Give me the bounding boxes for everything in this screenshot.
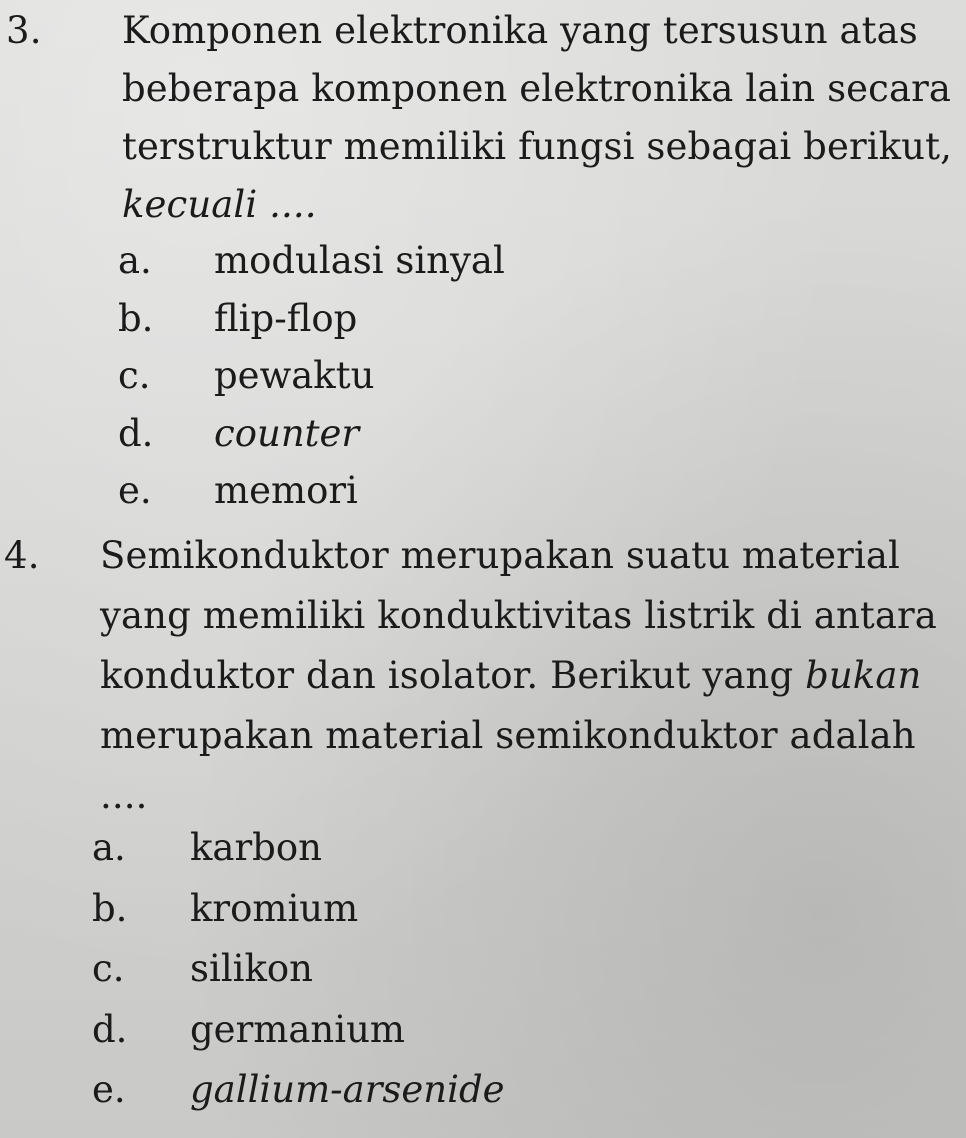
option-c[interactable] [118,347,505,405]
option-letter: d. [92,1007,128,1051]
option-letter: e. [118,469,152,512]
option-d[interactable] [92,1001,505,1062]
option-text: germanium [190,1007,405,1051]
option-b[interactable] [92,880,505,941]
stem-line: Komponen elektronika yang tersusun atas [122,9,918,52]
option-a[interactable] [118,232,505,290]
stem-line-kecuali: kecuali .... [122,183,317,226]
option-letter: d. [118,411,154,455]
option-letter: c. [92,947,125,990]
option-text: silikon [190,947,314,990]
option-text: memori [214,469,358,512]
stem-line [100,647,937,707]
option-b[interactable] [118,290,505,348]
option-text: gallium-arsenide [190,1068,505,1111]
option-letter: c. [118,354,151,397]
option-letter: e. [92,1068,126,1111]
option-text: karbon [190,826,322,869]
option-letter: b. [92,886,128,930]
stem-line: beberapa komponen elektronika lain secara [122,67,952,110]
stem-ellipsis: .... [100,774,148,817]
option-e[interactable] [92,1061,505,1122]
option-text: pewaktu [214,354,375,397]
stem-line: yang memiliki konduktivitas listrik di antara [100,594,937,637]
question-number: 4. [4,534,40,577]
option-text: flip-flop [214,296,358,340]
option-text: modulasi sinyal [214,239,505,282]
stem-line: merupakan material semikonduktor adalah [100,714,916,757]
option-letter: b. [118,296,154,340]
option-text: kromium [190,886,359,930]
option-e[interactable] [118,462,505,520]
option-d[interactable] [118,405,505,463]
option-a[interactable] [92,819,505,880]
question-stem [122,2,952,234]
answer-options [92,819,505,1122]
option-text: counter [214,411,360,455]
stem-emphasis-bukan: bukan [805,654,922,697]
option-c[interactable] [92,940,505,1001]
stem-line: terstruktur memiliki fungsi sebagai berikut, [122,125,952,168]
option-letter: a. [92,826,126,869]
stem-text: konduktor dan isolator. Berikut yang [100,654,806,697]
answer-options [118,232,505,520]
stem-line: Semikonduktor merupakan suatu material [100,534,900,577]
question-number: 3. [6,9,42,52]
question-stem [100,527,937,827]
option-letter: a. [118,239,152,282]
